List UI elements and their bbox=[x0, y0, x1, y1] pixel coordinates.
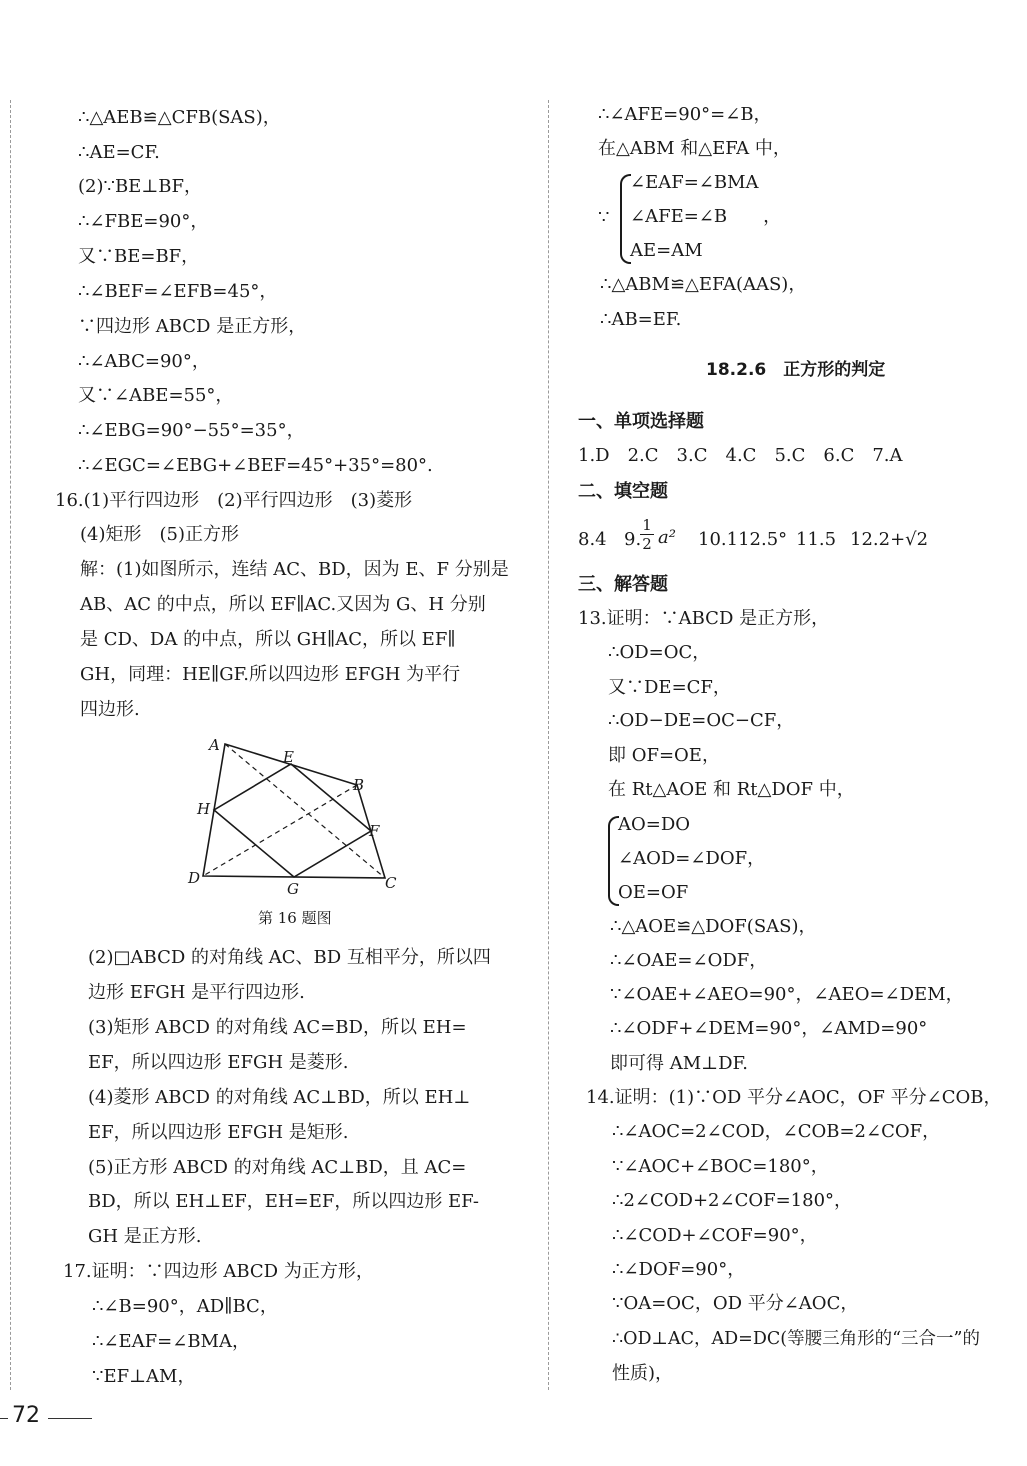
text-line: (4)矩形 (5)正方形 bbox=[80, 524, 239, 545]
heading-fill-in: 二、填空题 bbox=[578, 481, 668, 502]
text-line: 即 OF=OE， bbox=[608, 745, 720, 766]
fraction-denominator: 2 bbox=[642, 535, 652, 553]
text-line: ∴△ABM≌△EFA(AAS)， bbox=[600, 274, 807, 295]
fraction-numerator: 1 bbox=[642, 516, 652, 534]
text-line: AB、AC 的中点，所以 EF∥AC.又因为 G、H 分别 bbox=[80, 594, 486, 615]
text-line: (2)∵BE⊥BF， bbox=[78, 176, 202, 197]
answer-9-number: 9. bbox=[624, 529, 642, 550]
text-line: ∴AB=EF. bbox=[600, 309, 682, 330]
text-line: ∴∠EAF=∠BMA， bbox=[92, 1331, 250, 1352]
answer-11: 11.5 bbox=[796, 529, 837, 550]
answer-12: 12.2+√2 bbox=[850, 529, 929, 550]
text-line: ∴2∠COD+2∠COF=180°， bbox=[612, 1190, 853, 1211]
page-number: 72 bbox=[12, 1403, 40, 1428]
text-line: 四边形. bbox=[80, 699, 140, 720]
heading-solutions: 三、解答题 bbox=[578, 574, 668, 595]
figure-caption: 第 16 题图 bbox=[258, 909, 332, 927]
text-line: ∴AE=CF. bbox=[78, 142, 160, 163]
vertex-label: G bbox=[287, 880, 299, 898]
text-line: ∴∠DOF=90°， bbox=[612, 1259, 746, 1280]
answer-10: 10.112.5° bbox=[698, 529, 788, 550]
text-line: GH，同理：HE∥GF.所以四边形 EFGH 为平行 bbox=[80, 664, 461, 685]
text-line: (2)□ABCD 的对角线 AC、BD 互相平分，所以四 bbox=[88, 947, 491, 968]
text-line: ∴∠EBG=90°−55°=35°， bbox=[78, 420, 305, 441]
text-line: ∴∠B=90°，AD∥BC， bbox=[92, 1296, 278, 1317]
multiple-choice-answers: 1.D 2.C 3.C 4.C 5.C 6.C 7.A bbox=[578, 445, 903, 466]
system-line: AE=AM bbox=[630, 240, 703, 261]
text-line: ∴∠ODF+∠DEM=90°，∠AMD=90° bbox=[610, 1018, 928, 1039]
text-line: ∴OD−DE=OC−CF， bbox=[608, 710, 795, 731]
vertex-label: H bbox=[197, 800, 211, 818]
text-line: ∴∠BEF=∠EFB=45°， bbox=[78, 281, 278, 302]
text-line: ∴∠AOC=2∠COD，∠COB=2∠COF， bbox=[612, 1121, 941, 1142]
answer-8: 8.4 bbox=[578, 529, 607, 550]
text-line: 在△ABM 和△EFA 中， bbox=[598, 138, 791, 159]
vertex-label: E bbox=[283, 748, 294, 766]
column-divider-dash bbox=[548, 100, 549, 1390]
text-line: ∴∠ABC=90°， bbox=[78, 351, 210, 372]
page-number-rule-left bbox=[0, 1418, 8, 1419]
vertex-label: F bbox=[369, 822, 380, 840]
system-line: ∠AOD=∠DOF， bbox=[618, 848, 766, 869]
system-line: AO=DO bbox=[618, 814, 691, 835]
question-16-figure bbox=[185, 730, 415, 900]
question-14-start: 14.证明：(1)∵OD 平分∠AOC，OF 平分∠COB， bbox=[586, 1087, 1002, 1108]
text-line: ∴∠COD+∠COF=90°， bbox=[612, 1225, 818, 1246]
vertex-label: C bbox=[385, 874, 397, 892]
vertex-label: B bbox=[353, 776, 365, 794]
text-line: ∴∠OAE=∠ODF， bbox=[610, 950, 768, 971]
answer-9-fraction bbox=[640, 516, 654, 553]
text-line: 又∵∠ABE=55°， bbox=[78, 385, 234, 406]
answer-9-tail: a² bbox=[658, 527, 676, 548]
system-line: ∠EAF=∠BMA bbox=[630, 172, 759, 193]
text-line: (4)菱形 ABCD 的对角线 AC⊥BD，所以 EH⊥ bbox=[88, 1087, 471, 1108]
system-line: ∠AFE=∠B ， bbox=[630, 206, 782, 227]
question-16-answers: 16.(1)平行四边形 (2)平行四边形 (3)菱形 bbox=[55, 490, 413, 511]
question-13-start: 13.证明：∵ABCD 是正方形， bbox=[578, 608, 830, 629]
text-line: ∴△AEB≌△CFB(SAS)， bbox=[78, 107, 281, 128]
text-line: BD，所以 EH⊥EF，EH=EF，所以四边形 EF- bbox=[88, 1191, 479, 1212]
vertex-label: D bbox=[188, 869, 201, 887]
text-line: 又∵BE=BF， bbox=[78, 246, 200, 267]
text-line: GH 是正方形. bbox=[88, 1226, 202, 1247]
text-line: ∴∠EGC=∠EBG+∠BEF=45°+35°=80°. bbox=[78, 455, 433, 476]
text-line: 解：(1)如图所示，连结 AC、BD，因为 E、F 分别是 bbox=[80, 559, 509, 580]
text-line: ∴OD⊥AC，AD=DC(等腰三角形的“三合一”的 bbox=[612, 1329, 980, 1349]
text-line: 边形 EFGH 是平行四边形. bbox=[88, 982, 305, 1003]
text-line: 又∵DE=CF， bbox=[608, 677, 731, 698]
text-line: 性质)， bbox=[612, 1363, 674, 1384]
section-title: 18.2.6 正方形的判定 bbox=[706, 360, 886, 380]
heading-multiple-choice: 一、单项选择题 bbox=[578, 411, 704, 432]
text-line: ∵EF⊥AM， bbox=[92, 1366, 196, 1387]
vertex-label: A bbox=[209, 736, 220, 754]
question-17-start: 17.证明：∵四边形 ABCD 为正方形， bbox=[63, 1261, 374, 1282]
text-line: ∵OA=OC，OD 平分∠AOC， bbox=[612, 1293, 859, 1314]
text-line: ∴△AOE≌△DOF(SAS)， bbox=[610, 916, 817, 937]
text-line: 即可得 AM⊥DF. bbox=[610, 1053, 748, 1074]
left-margin-dash bbox=[10, 100, 11, 1390]
text-line: ∴∠AFE=90°=∠B， bbox=[598, 104, 772, 125]
text-line: 在 Rt△AOE 和 Rt△DOF 中， bbox=[608, 779, 855, 800]
text-line: EF，所以四边形 EFGH 是菱形. bbox=[88, 1052, 349, 1073]
system-prefix: ∵ bbox=[598, 207, 610, 228]
text-line: ∵∠AOC+∠BOC=180°， bbox=[612, 1156, 829, 1177]
page-number-rule bbox=[48, 1418, 92, 1419]
text-line: (3)矩形 ABCD 的对角线 AC=BD，所以 EH= bbox=[88, 1017, 467, 1038]
text-line: 是 CD、DA 的中点，所以 GH∥AC，所以 EF∥ bbox=[80, 629, 456, 650]
text-line: ∴∠FBE=90°， bbox=[78, 211, 209, 232]
text-line: EF，所以四边形 EFGH 是矩形. bbox=[88, 1122, 349, 1143]
text-line: ∴OD=OC， bbox=[608, 642, 711, 663]
system-line: OE=OF bbox=[618, 882, 689, 903]
text-line: ∵四边形 ABCD 是正方形， bbox=[78, 316, 307, 337]
text-line: (5)正方形 ABCD 的对角线 AC⊥BD，且 AC= bbox=[88, 1157, 467, 1178]
text-line: ∵∠OAE+∠AEO=90°，∠AEO=∠DEM， bbox=[610, 984, 964, 1005]
